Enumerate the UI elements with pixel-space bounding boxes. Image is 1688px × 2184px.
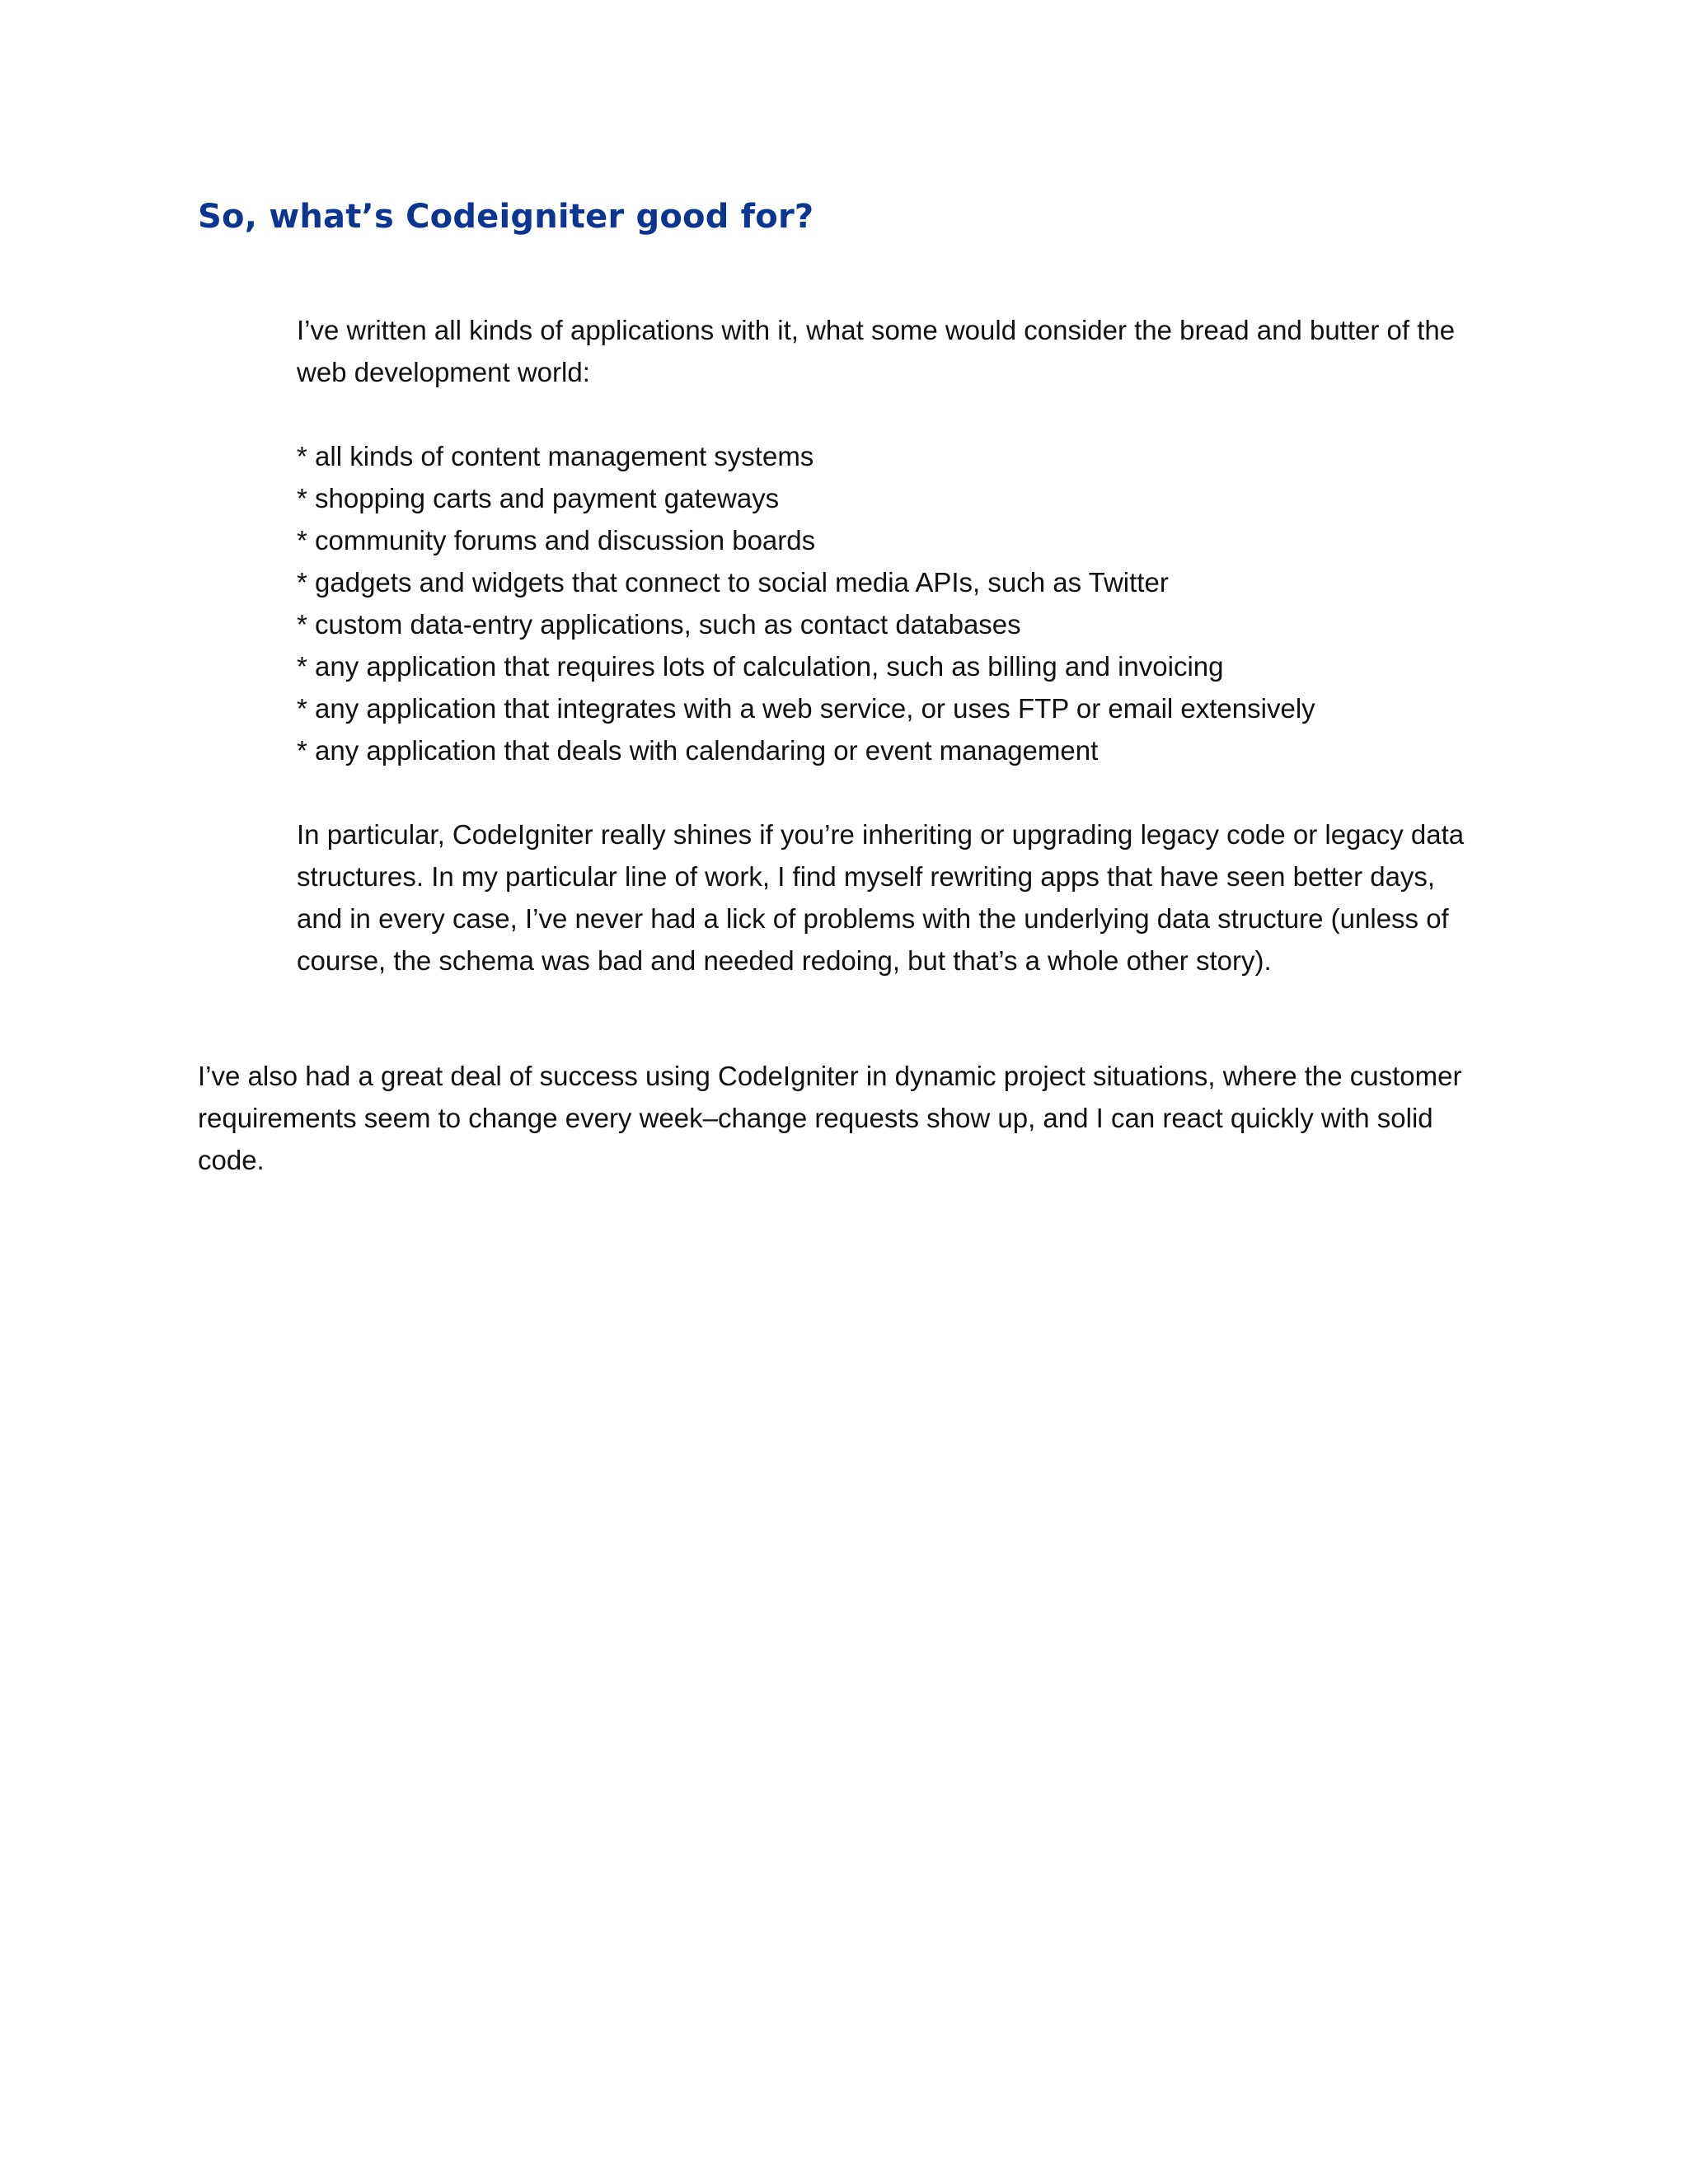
- list-item: * community forums and discussion boards: [297, 525, 816, 555]
- list-item: * gadgets and widgets that connect to social media APIs, such as Twitter: [297, 567, 1169, 598]
- indented-block: [297, 309, 1484, 982]
- list-item: * any application that integrates with a web service, or uses FTP or email extensively: [297, 693, 1315, 724]
- list-item: * any application that requires lots of calculation, such as billing and invoicing: [297, 651, 1224, 682]
- list-item: * any application that deals with calendaring or event management: [297, 735, 1099, 766]
- particular-paragraph: In particular, CodeIgniter really shines if you’re inheriting or upgrading legacy code or legacy data structures. In my particular line of work, I find myself rewriting apps that have seen better days, and in every case, I’ve never had a lick of problems with the underlying data structure (unless of course, the schema was bad and needed redoing, but that’s a whole other story).: [297, 819, 1465, 976]
- intro-paragraph: I’ve written all kinds of applications with it, what some would consider the bread and butter of the web development world:: [297, 315, 1456, 387]
- section-heading: So, what’s Codeigniter good for?: [198, 198, 814, 236]
- list-item: * shopping carts and payment gateways: [297, 483, 780, 513]
- list-item: * all kinds of content management systems: [297, 441, 814, 471]
- application-list: [297, 435, 1484, 771]
- list-item: * custom data-entry applications, such as contact databases: [297, 609, 1021, 640]
- closing-paragraph: I’ve also had a great deal of success using CodeIgniter in dynamic project situations, where the customer requirements seem to change every week–change requests show up, and I can react quickly with solid code.: [198, 1061, 1462, 1175]
